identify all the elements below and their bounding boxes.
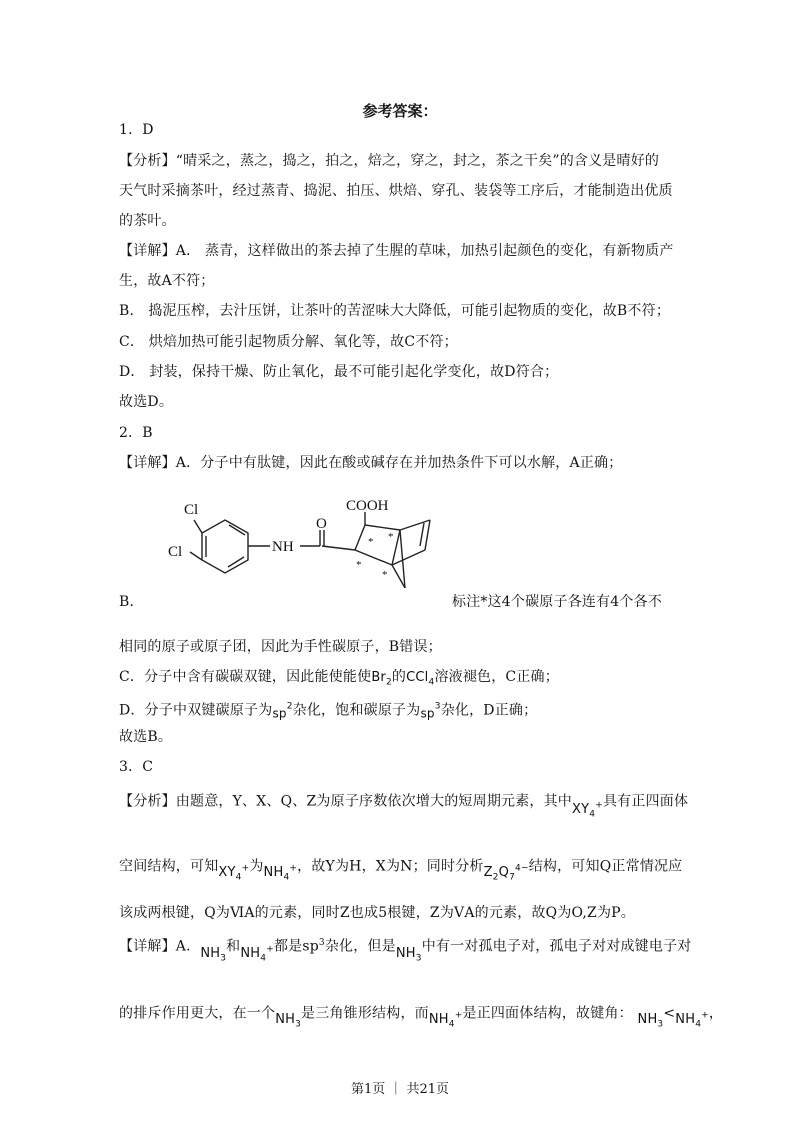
formula-xy-sup-2: +: [241, 864, 250, 874]
formula-xy-sup: +: [595, 801, 603, 811]
formula-nh3-4: NH: [637, 1012, 658, 1028]
formula-nh4-sup-c: +: [454, 1011, 463, 1021]
q3-d1-text-1: 【详解】A．: [119, 938, 201, 955]
page-title: 参考答案：: [362, 102, 438, 120]
formula-z2q7: [483, 864, 529, 883]
formula-nh3-sub-2: 3: [415, 953, 422, 964]
formula-nh4-sup-d: +: [701, 1011, 709, 1021]
formula-ccl4: [406, 670, 435, 688]
q3-d1-text-2: 和: [226, 938, 241, 955]
q3-a1-text-2: 具有正四面体: [602, 793, 689, 810]
formula-nh3: NH: [200, 945, 221, 961]
molecule-bonds: [190, 512, 430, 588]
formula-nh4-d: NH: [675, 1012, 696, 1028]
formula-nh3-c: [275, 1012, 302, 1030]
chiral-star-3: *: [356, 559, 362, 571]
atom-label-cooh: COOH: [346, 498, 389, 514]
formula-nh4-sub-a: 4: [260, 953, 267, 964]
formula-nh4-plus: [263, 864, 298, 883]
q3-d1-text-3: 都是sp: [273, 938, 319, 955]
formula-xy: XY: [572, 802, 590, 818]
atom-label-cl-left: Cl: [168, 544, 183, 560]
formula-q-sub: 7: [509, 872, 516, 883]
q2-option-b-note-cont: 相同的原子或原子团，因此为手性碳原子，B错误；: [119, 639, 442, 655]
molecule-structure-diagram: [160, 490, 450, 600]
formula-xy-2: XY: [218, 865, 236, 881]
q1-option-d: D． 封装，保持干燥、防止氧化，最不可能引起化学变化，故D符合；: [119, 364, 559, 380]
q1-conclusion: 故选D。: [119, 394, 174, 410]
chiral-star-4: *: [382, 569, 388, 581]
formula-br-sub: 2: [385, 677, 392, 688]
q3-d2-text-3: 是正四面体结构，故键角：: [462, 1005, 633, 1022]
formula-nh4-sub: 4: [283, 872, 290, 883]
q2-d-text-2: 杂化，饱和碳原子为: [292, 702, 421, 719]
formula-nh4-sub-d: 4: [695, 1019, 702, 1030]
formula-nh3-b: [395, 945, 422, 964]
formula-nh4-plus-c: [428, 1011, 463, 1030]
formula-q-sup: 4−: [515, 864, 529, 874]
q3-detail-line-2: [119, 1000, 723, 1029]
q2-detail-a: 【详解】A．分子中有肽键，因此在酸或碱存在并加热条件下可以水解，A正确；: [119, 455, 623, 471]
q1-analysis-line-2: 天气时采摘茶叶，经过蒸青、捣泥、拍压、烘焙、穿孔、装袋等工序后，才能制造出优质: [119, 183, 673, 199]
formula-nh4-sup: +: [289, 864, 298, 874]
q2-d-text-1: D．分子中双键碳原子为: [119, 702, 273, 719]
q2-option-c: [119, 667, 559, 693]
formula-sp3-base: sp: [420, 706, 435, 721]
formula-nh3-d: [637, 1012, 664, 1030]
less-than-sign: <: [663, 1005, 676, 1022]
q3-d2-text-1: 的排斥作用更大，在一个: [119, 1005, 276, 1022]
formula-nh3-sub: 3: [220, 953, 227, 964]
q1-analysis-line-1: 【分析】“晴采之，蒸之，捣之，拍之，焙之，穿之，封之，茶之干矣”的含义是晴好的: [119, 153, 660, 169]
formula-xy4-plus: [572, 801, 603, 820]
q3-d1-text-4: 杂化，但是: [324, 938, 396, 955]
q3-a2-text-4: 结构，可知Q正常情况应: [528, 858, 683, 875]
q2-option-d: [119, 697, 537, 724]
formula-xy4-plus-2: [218, 864, 250, 883]
formula-nh4-plus-a: [240, 944, 274, 964]
formula-nh3-3: NH: [275, 1012, 296, 1028]
q3-number: 3．C: [119, 759, 154, 775]
formula-ccl-sub: 4: [428, 677, 435, 688]
chiral-star-2: *: [388, 531, 394, 543]
formula-sp3: [420, 702, 441, 721]
q1-detail-a-line-1: 【详解】A． 蒸青，这样做出的茶去掉了生腥的草味，加热引起颜色的变化，有新物质产: [119, 243, 674, 259]
q3-a2-text-1: 空间结构，可知: [119, 858, 219, 875]
formula-nh4-plus-d: [675, 1011, 709, 1030]
formula-nh4: NH: [263, 865, 284, 881]
formula-br: Br: [371, 670, 386, 685]
q2-d-text-3: 杂化，D正确；: [440, 702, 538, 719]
chiral-star-1: *: [368, 536, 374, 548]
q1-detail-a-line-2: 生，故A不符；: [119, 273, 215, 289]
formula-nh3-sub-4: 3: [657, 1019, 664, 1030]
formula-nh3-2: NH: [395, 945, 416, 961]
q1-analysis-line-3: 的茶叶。: [119, 213, 176, 229]
q1-option-c: C． 烘焙加热可能引起物质分解、氧化等，故C不符；: [119, 334, 458, 350]
page-footer: 第1页 ｜ 共21页: [350, 1082, 450, 1097]
formula-nh4-a: NH: [240, 945, 261, 961]
q3-d2-text-4: ，: [708, 1005, 724, 1022]
formula-xy-sub: 4: [589, 809, 596, 820]
formula-xy-sub-2: 4: [235, 872, 242, 883]
formula-sp2-base: sp: [272, 706, 287, 721]
formula-ccl: CCl: [406, 670, 429, 685]
q2-option-b-label: B．: [119, 594, 144, 610]
formula-sp2-sup: 2: [286, 702, 293, 712]
q2-c-text-1: C．分子中含有碳碳双键，因此能使能使: [119, 669, 372, 685]
q1-option-b: B． 捣泥压榨，去汁压饼，让茶叶的苦涩味大大降低，可能引起物质的变化，故B不符；: [119, 303, 671, 319]
formula-sp3-sup: 3: [434, 702, 441, 712]
sp3-superscript: 3: [318, 938, 325, 948]
formula-nh3-a: [200, 945, 227, 964]
q2-number: 2．B: [119, 425, 153, 441]
formula-z-sub: 2: [492, 872, 499, 883]
q3-a1-text-1: 【分析】由题意，Y、X、Q、Z为原子序数依次增大的短周期元素，其中: [119, 793, 573, 810]
formula-nh3-sub-3: 3: [295, 1019, 302, 1030]
q3-d1-text-5: 中有一对孤电子对，孤电子对对成键电子对: [421, 938, 692, 955]
formula-sp2: [272, 702, 293, 721]
formula-nh4-sub-c: 4: [448, 1019, 455, 1030]
q2-option-b-note: 标注*这4个碳原子各连有4个各不: [452, 594, 663, 610]
formula-br2: [371, 670, 392, 688]
q3-analysis-line-2: [119, 853, 682, 882]
formula-nh4-c: NH: [428, 1012, 449, 1028]
formula-nh4-sup-a: +: [266, 944, 274, 955]
atom-label-o: O: [316, 516, 327, 532]
atom-label-cl-top: Cl: [184, 502, 199, 518]
q3-analysis-line-1: [119, 788, 689, 820]
q3-detail-line-1: [119, 933, 692, 962]
q3-analysis-line-3: 该成两根键，Q为ⅥA的元素，同时Z也成5根键，Z为ⅤA的元素，故Q为O,Z为P。: [119, 905, 635, 921]
q2-conclusion: 故选B。: [119, 729, 173, 745]
q2-c-text-2: 的: [391, 669, 407, 685]
q3-a2-text-2: 为: [249, 858, 264, 875]
formula-z: Z: [483, 865, 493, 881]
q1-number: 1．D: [119, 122, 154, 138]
q2-c-text-3: 溶液褪色，C正确；: [434, 669, 559, 685]
q3-d2-text-2: 是三角锥形结构，而: [301, 1005, 429, 1022]
atom-label-nh: NH: [272, 539, 294, 555]
q3-a2-text-3: ，故Y为H，X为N；同时分析: [297, 858, 484, 875]
formula-q: Q: [498, 865, 510, 881]
